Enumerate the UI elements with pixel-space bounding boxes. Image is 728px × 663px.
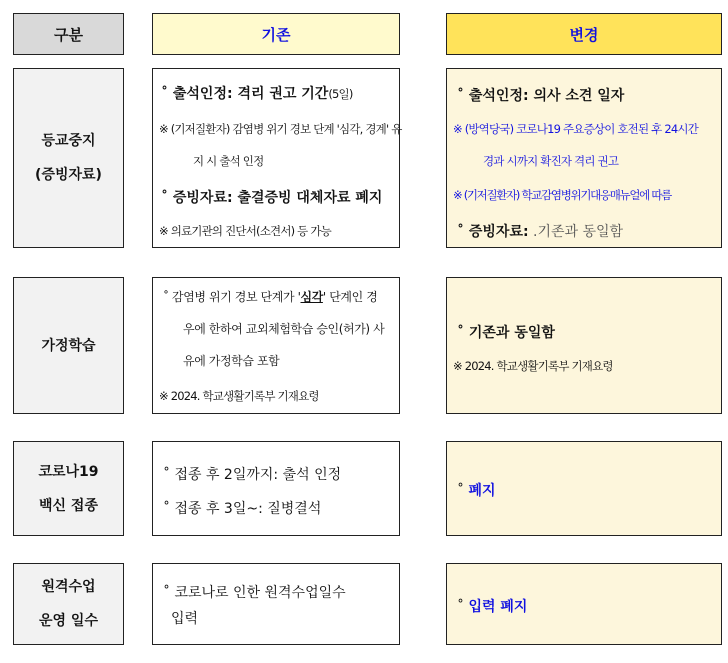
row2-category: [13, 277, 124, 414]
row1-after-evidence-value: .기존과 동일함: [528, 224, 624, 240]
row1-after-attendance: ˚ 출석인정: 의사 소견 일자: [457, 88, 625, 104]
row2-before-line1: [163, 288, 377, 305]
row3-after-text: 폐지: [468, 483, 496, 499]
row2-after: [446, 277, 722, 414]
header-after: [446, 13, 722, 55]
row1-before-evidence: ˚ 증빙자료: 출결증빙 대체자료 폐지: [161, 190, 383, 206]
row1-before-note1-cont: 지 시 출석 인정: [193, 154, 264, 168]
row4-after-bullet: ˚: [457, 599, 469, 615]
row2-before-line1-a: ˚ 감염병 위기 경보 단계가 ': [163, 290, 301, 304]
row4-after-abolished: [457, 596, 527, 616]
header-before: [152, 13, 400, 55]
row1-after-evidence-label: ˚ 증빙자료:: [457, 224, 529, 240]
row2-before-line1-c: ' 단계인 경: [322, 290, 378, 304]
row3-after-abolished: [457, 480, 496, 500]
row2-before-note: ※ 2024. 학교생활기록부 기재요령: [159, 389, 319, 403]
row2-before: [152, 277, 400, 414]
row2-before-line1-emphasis: 심각: [300, 290, 323, 304]
row1-category: [13, 68, 124, 248]
row2-before-line2: 우에 한하여 교외체험학습 승인(허가) 사: [183, 322, 385, 336]
row1-after-note1-cont: 경과 시까지 확진자 격리 권고: [483, 154, 619, 168]
header-category-label: 구분: [54, 25, 83, 44]
row3-category-line2: 백신 접종: [39, 497, 98, 514]
row1-before-note1: ※ (기저질환자) 감염병 위기 경보 단계 '심각, 경계' 유: [159, 122, 402, 136]
row4-before-line1: ˚ 코로나로 인한 원격수업일수: [163, 585, 346, 601]
row1-before-note2: ※ 의료기관의 진단서(소견서) 등 가능: [159, 224, 331, 238]
row3-after: [446, 441, 722, 536]
row3-category-line1: 코로나19: [38, 463, 99, 480]
header-after-label: 변경: [569, 25, 599, 44]
row2-before-line3: 유에 가정학습 포함: [183, 354, 280, 368]
header-before-label: 기존: [261, 25, 291, 44]
row1-before-attendance: [161, 83, 353, 103]
row1-category-line1: 등교중지: [41, 133, 96, 149]
row1-after: [446, 68, 722, 248]
row4-before-line2: 입력: [171, 611, 199, 627]
row4-category-line1: 원격수업: [41, 579, 96, 595]
row4-category-line2: 운영 일수: [39, 613, 98, 629]
row3-before-line1: ˚ 접종 후 2일까지: 출석 인정: [163, 467, 342, 483]
row4-after-text: 입력 폐지: [468, 599, 528, 615]
row2-after-same: ˚ 기존과 동일함: [457, 325, 555, 341]
row4-category: [13, 563, 124, 645]
row3-before: [152, 441, 400, 536]
row1-category-line2: (증빙자료): [35, 167, 102, 183]
row1-after-note2: ※ (기저질환자) 학교감염병위기대응매뉴얼에 따름: [453, 188, 671, 202]
row3-category: [13, 441, 124, 536]
row2-after-note: ※ 2024. 학교생활기록부 기재요령: [453, 359, 613, 373]
row2-category-label: 가정학습: [41, 337, 96, 354]
row3-after-bullet: ˚: [457, 483, 469, 499]
row4-before: [152, 563, 400, 645]
header-category: [13, 13, 124, 55]
row3-before-line2: ˚ 접종 후 3일~: 질병결석: [163, 501, 322, 517]
row1-before: [152, 68, 400, 248]
row1-before-attendance-text: ˚ 출석인정: 격리 권고 기간: [161, 86, 329, 102]
row1-before-attendance-days: (5일): [328, 87, 353, 101]
row1-after-note1: ※ (방역당국) 코로나19 주요증상이 호전된 후 24시간: [453, 122, 698, 136]
row4-after: [446, 563, 722, 645]
row1-after-evidence: [457, 221, 623, 241]
